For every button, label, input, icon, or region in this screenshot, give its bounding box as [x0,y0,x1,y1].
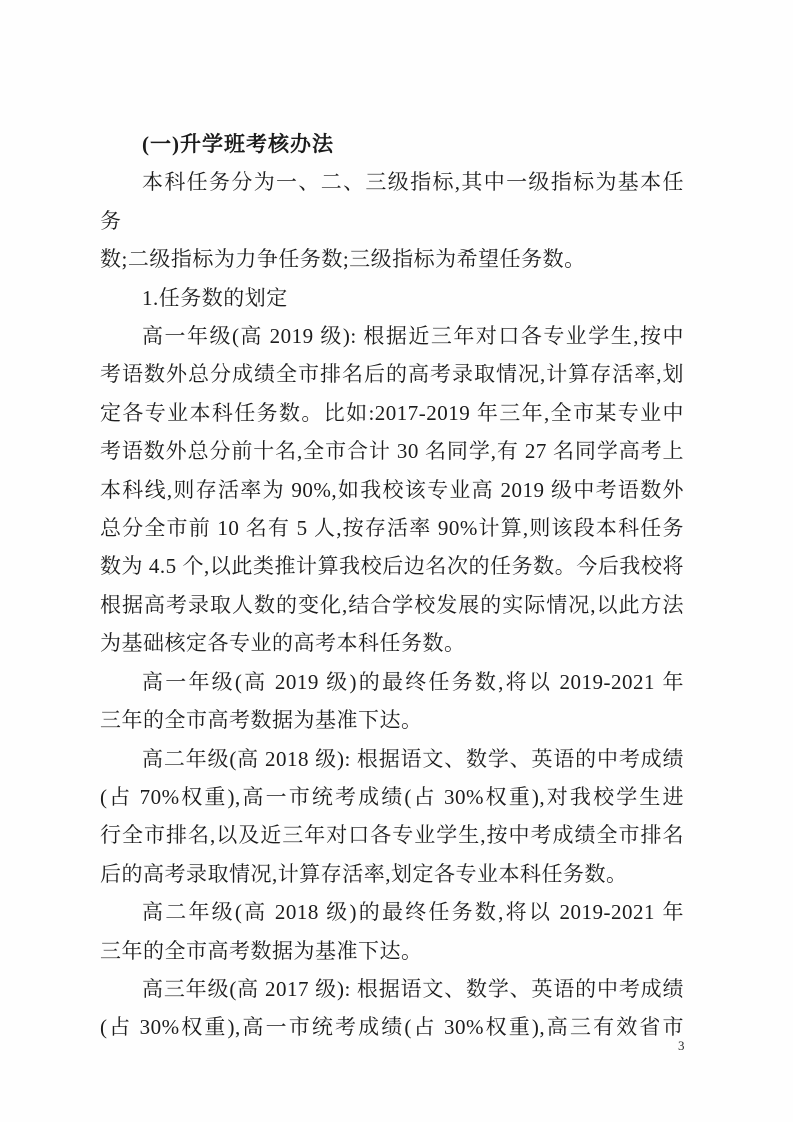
text-line: 高一年级(高 2019 级): 根据近三年对口各专业学生,按中 [142,324,684,349]
text-line: 根据高考录取人数的变化,结合学校发展的实际情况,以此方法 [100,592,684,617]
page-number: 3 [678,1038,685,1053]
text-line: 三年的全市高考数据为基准下达。 [100,938,423,963]
text-line: 考语数外总分前十名,全市合计 30 名同学,有 27 名同学高考上 [100,439,684,464]
document-body [100,125,684,1047]
text-line: 数;二级指标为力争任务数;三级指标为希望任务数。 [100,247,586,272]
section-heading: (一)升学班考核办法 [142,132,334,156]
text-line: 1.任务数的划定 [142,285,288,310]
text-line: 高一年级(高 2019 级)的最终任务数,将以 2019-2021 年 [142,669,684,694]
text-line: 定各专业本科任务数。比如:2017-2019 年三年,全市某专业中 [100,400,684,425]
text-line: 总分全市前 10 名有 5 人,按存活率 90%计算,则该段本科任务 [100,516,684,541]
text-line: 数为 4.5 个,以此类推计算我校后边名次的任务数。今后我校将 [100,554,684,579]
text-line: 本科任务分为一、二、三级指标,其中一级指标为基本任务 [100,170,684,233]
text-line: 高二年级(高 2018 级)的最终任务数,将以 2019-2021 年 [142,900,684,925]
text-line: 高三年级(高 2017 级): 根据语文、数学、英语的中考成绩 [142,976,684,1001]
text-line: 本科线,则存活率为 90%,如我校该专业高 2019 级中考语数外 [100,477,684,502]
text-line: 考语数外总分成绩全市排名后的高考录取情况,计算存活率,划 [100,362,684,387]
text-line: 三年的全市高考数据为基准下达。 [100,708,423,733]
text-line: 行全市排名,以及近三年对口各专业学生,按中考成绩全市排名 [100,823,684,848]
text-line: 后的高考录取情况,计算存活率,划定各专业本科任务数。 [100,861,628,886]
text-line: (占 30%权重),高一市统考成绩(占 30%权重),高三有效省市 [100,1015,684,1040]
text-line: 高二年级(高 2018 级): 根据语文、数学、英语的中考成绩 [142,746,684,771]
text-line: (占 70%权重),高一市统考成绩(占 30%权重),对我校学生进 [100,784,684,809]
text-line: 为基础核定各专业的高考本科任务数。 [100,631,466,656]
